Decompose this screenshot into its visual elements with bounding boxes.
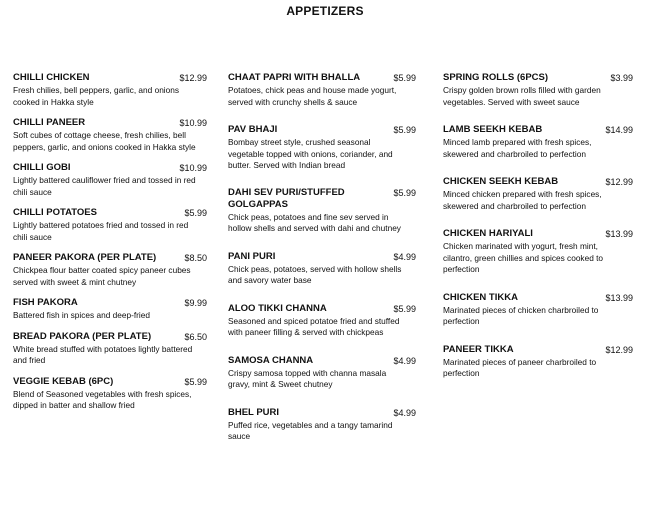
item-name: CHAAT PAPRI WITH BHALLA [228,72,361,83]
item-description: Marinated pieces of paneer charbroiled to perfection [443,356,597,378]
item-name: SAMOSA CHANNA [228,354,314,366]
item-price: $10.99 [179,163,207,173]
menu-column-3 [443,72,633,380]
item-name: PANI PURI [228,250,276,262]
item-name: CHILLI CHICKEN [13,72,90,83]
item-price: $13.99 [605,229,633,239]
item-price: $5.99 [184,376,207,387]
item-price: $4.99 [393,407,416,418]
item-name: VEGGIE KEBAB (6PC) [13,375,114,387]
menu-item [13,331,207,367]
item-name: LAMB SEEKH KEBAB [443,124,543,135]
menu-item [228,355,416,391]
item-name: CHILLI POTATOES [13,207,97,218]
menu-item [228,187,416,235]
menu-item [228,251,416,287]
item-description: Crispy samosa topped with channa masala gravy, mint & Sweet chutney [228,367,387,389]
menu-item [13,252,207,288]
item-price: $13.99 [605,292,633,303]
item-price: $5.99 [393,125,416,135]
item-description: Chickpea flour batter coated spicy paneer cubes served with sweet & mint chutney [13,265,191,287]
item-name: CHICKEN SEEKH KEBAB [443,176,559,187]
item-price: $4.99 [393,355,416,366]
item-price: $5.99 [184,208,207,218]
item-description: Blend of Seasoned vegetables with fresh spices, dipped in batter and shallow fried [13,388,192,410]
item-name: DAHI SEV PURI/STUFFED GOLGAPPAS [228,186,345,210]
item-price: $5.99 [393,73,416,83]
item-price: $9.99 [184,298,207,308]
item-description: Lightly battered potatoes fried and tossed in red chili sauce [13,220,189,242]
item-name: BREAD PAKORA (PER PLATE) [13,330,152,342]
menu-item [13,162,207,198]
item-price: $5.99 [393,187,416,198]
menu-item [13,207,207,243]
menu-item [443,72,633,108]
item-price: $12.99 [605,344,633,355]
menu-item [13,297,207,322]
menu-item [443,344,633,380]
item-price: $8.50 [184,253,207,263]
menu-column-1 [13,72,207,412]
item-price: $6.50 [184,331,207,342]
item-name: ALOO TIKKI CHANNA [228,302,327,314]
item-name: BHEL PURI [228,406,280,418]
item-price: $5.99 [393,303,416,314]
menu-item [228,303,416,339]
menu-item [443,228,633,276]
menu-item [228,72,416,108]
menu-column-2 [228,72,416,443]
item-name: CHICKEN TIKKA [443,291,518,303]
menu-item [228,124,416,172]
item-name: PANEER TIKKA [443,343,514,355]
item-name: PAV BHAJI [228,124,278,135]
item-description: Chick peas, potatoes and fine sev served in hollow shells and served with dahi and chutney [228,211,401,233]
menu-item [228,407,416,443]
menu-item [13,376,207,412]
item-description: Battered fish in spices and deep-fried [13,310,150,320]
item-description: Minced lamb prepared with fresh spices, skewered and charbroiled to perfection [443,137,592,159]
item-description: Minced chicken prepared with fresh spices, skewered and charbroiled to perfection [443,189,602,211]
menu-item [443,124,633,160]
menu-item [443,292,633,328]
item-name: CHILLI PANEER [13,117,86,128]
item-name: PANEER PAKORA (PER PLATE) [13,252,157,263]
item-price: $12.99 [605,177,633,187]
menu-item [443,176,633,212]
item-price: $4.99 [393,251,416,262]
menu-item [13,117,207,153]
item-description: Potatoes, chick peas and house made yogurt, served with crunchy shells & sauce [228,85,397,107]
item-description: Fresh chilies, bell peppers, garlic, and onions cooked in Hakka style [13,85,180,107]
item-price: $10.99 [179,118,207,128]
item-price: $14.99 [605,125,633,135]
item-description: Seasoned and spiced potatoe fried and stuffed with paneer filling & served with chickpeas [228,315,400,337]
item-price: $12.99 [179,73,207,83]
item-description: Puffed rice, vegetables and a tangy tamarind sauce [228,419,393,441]
item-description: Lightly battered cauliflower fried and tossed in red chili sauce [13,175,196,197]
item-description: Chicken marinated with yogurt, fresh mint, cilantro, green chillies and spices cooked to perfection [443,241,604,274]
menu-item [13,72,207,108]
item-name: FISH PAKORA [13,297,78,308]
item-description: Chick peas, potatoes, served with hollow shells and savory water base [228,263,402,285]
item-description: Soft cubes of cottage cheese, fresh chilies, bell peppers, garlic, and onions cooked in Hakka style [13,130,196,152]
item-description: Marinated pieces of chicken charbroiled to perfection [443,304,599,326]
item-description: White bread stuffed with potatoes lightly battered and fried [13,343,193,365]
item-description: Crispy golden brown rolls filled with garden vegetables. Served with sweet sauce [443,85,601,107]
item-name: CHICKEN HARIYALI [443,228,533,239]
item-price: $3.99 [610,73,633,83]
item-description: Bombay street style, crushed seasonal vegetable topped with onions, coriander, and butter. Served with Indian bread [228,137,393,170]
item-name: SPRING ROLLS (6PCS) [443,72,549,83]
item-name: CHILLI GOBI [13,162,71,173]
page-title: APPETIZERS [286,4,364,18]
